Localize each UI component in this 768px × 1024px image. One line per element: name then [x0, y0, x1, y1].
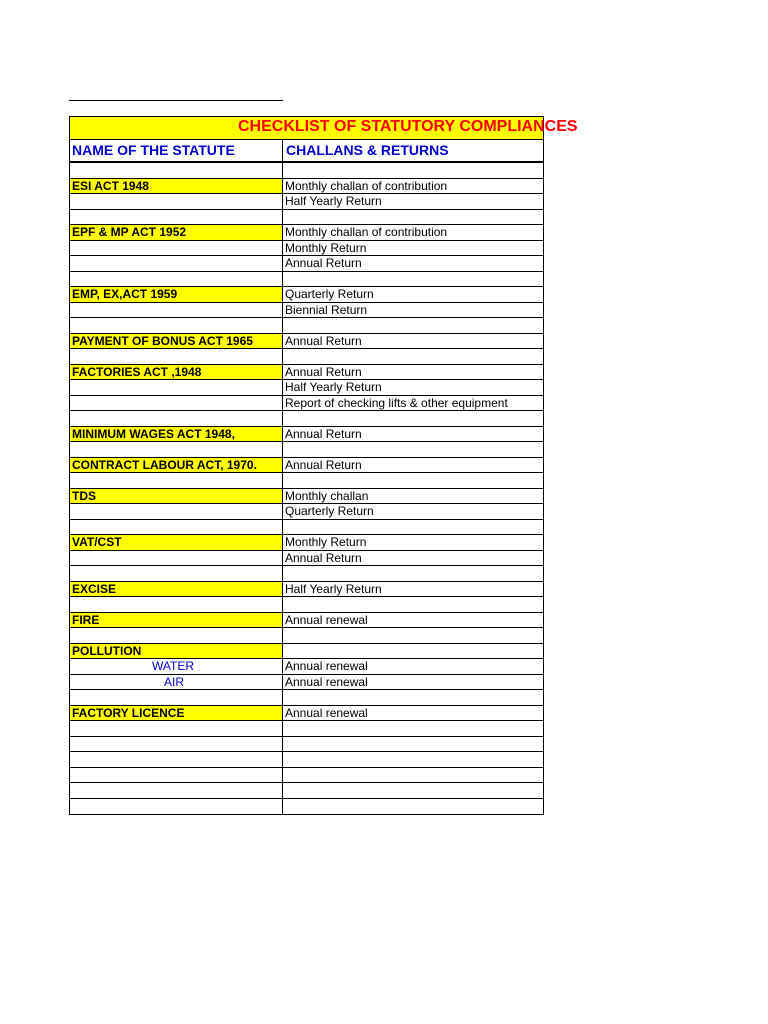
return-cell: Annual Return [285, 457, 362, 472]
empty-cell [70, 752, 283, 767]
table-row [70, 628, 543, 644]
sheet-title: CHECKLIST OF STATUTORY COMPLIANCES [238, 118, 578, 135]
return-cell: Annual Return [285, 256, 362, 270]
return-cell: Half Yearly Return [285, 380, 382, 394]
empty-cell [283, 799, 543, 815]
table-row [70, 551, 543, 567]
empty-cell [283, 597, 543, 612]
return-cell: Annual Return [285, 333, 362, 348]
table-row [70, 721, 543, 737]
return-cell: Biennial Return [285, 302, 368, 317]
empty-cell [70, 194, 283, 209]
statute-cell: CONTRACT LABOUR ACT, 1970. [70, 458, 283, 473]
table-row [70, 737, 543, 753]
empty-cell [70, 411, 283, 426]
empty-cell [283, 349, 543, 364]
statute-cell: EXCISE [70, 582, 283, 597]
empty-cell [70, 597, 283, 612]
empty-cell [70, 241, 283, 256]
table-row [70, 411, 543, 427]
sub-statute-label: AIR [164, 674, 185, 689]
table-row [70, 675, 543, 691]
table-row [70, 504, 543, 520]
empty-cell [283, 690, 543, 705]
table-row [70, 334, 543, 350]
table-row [70, 566, 543, 582]
empty-cell [283, 163, 543, 178]
empty-cell [283, 628, 543, 643]
statute-cell: FACTORIES ACT ,1948 [70, 365, 283, 380]
empty-cell [283, 272, 543, 287]
empty-cell [283, 644, 543, 659]
return-cell: Annual Return [285, 364, 362, 379]
header-row [70, 140, 543, 163]
statute-cell: MINIMUM WAGES ACT 1948, [70, 427, 283, 442]
empty-cell [283, 566, 543, 581]
sub-statute-cell [70, 659, 283, 674]
return-cell: Half Yearly Return [285, 194, 382, 208]
table-row [70, 690, 543, 706]
return-cell: Annual renewal [285, 705, 368, 720]
statute-cell: ESI ACT 1948 [70, 179, 283, 194]
return-cell: Annual Return [285, 550, 362, 565]
table-row [70, 706, 543, 722]
table-row [70, 520, 543, 536]
statute-cell: PAYMENT OF BONUS ACT 1965 [70, 334, 283, 349]
statute-cell: EPF & MP ACT 1952 [70, 225, 283, 240]
return-cell: Annual renewal [285, 612, 368, 627]
table-row [70, 597, 543, 613]
return-cell: Quarterly Return [285, 504, 374, 518]
return-cell: Monthly Return [285, 535, 367, 549]
return-cell: Monthly Return [285, 240, 367, 255]
return-cell: Report of checking lifts & other equipment [285, 395, 508, 410]
empty-cell [283, 783, 543, 798]
empty-cell [283, 752, 543, 767]
statute-cell: FIRE [70, 613, 283, 628]
empty-cell [283, 210, 543, 225]
table-row [70, 427, 543, 443]
empty-cell [70, 396, 283, 411]
empty-cell [283, 411, 543, 426]
table-row [70, 163, 543, 179]
empty-cell [70, 783, 283, 798]
empty-cell [70, 799, 283, 815]
table-row [70, 380, 543, 396]
empty-cell [70, 473, 283, 488]
return-cell: Annual renewal [285, 659, 368, 673]
empty-cell [283, 768, 543, 783]
empty-cell [70, 272, 283, 287]
table-row [70, 473, 543, 489]
sheet-title-row [70, 117, 578, 140]
empty-cell [70, 504, 283, 519]
table-row [70, 318, 543, 334]
empty-cell [70, 768, 283, 783]
col-header-statute: NAME OF THE STATUTE [70, 140, 283, 161]
empty-cell [283, 318, 543, 333]
table-row [70, 179, 543, 195]
empty-cell [70, 520, 283, 535]
empty-cell [70, 210, 283, 225]
top-rule [69, 100, 283, 101]
return-cell: Half Yearly Return [285, 581, 382, 596]
statute-cell: TDS [70, 489, 283, 504]
table-row [70, 225, 543, 241]
table-row [70, 489, 543, 505]
statute-cell: POLLUTION [70, 644, 283, 659]
table-row [70, 613, 543, 629]
table-row [70, 241, 543, 257]
empty-cell [283, 737, 543, 752]
return-cell: Quarterly Return [285, 287, 374, 301]
table-row [70, 799, 543, 815]
empty-cell [70, 163, 283, 178]
table-row [70, 442, 543, 458]
table-body [70, 163, 543, 814]
empty-cell [70, 303, 283, 318]
table-row [70, 396, 543, 412]
return-cell: Annual Return [285, 426, 362, 441]
empty-cell [70, 318, 283, 333]
sub-statute-label: WATER [152, 659, 194, 673]
empty-cell [283, 473, 543, 488]
table-row [70, 287, 543, 303]
table-row [70, 659, 543, 675]
table-row [70, 256, 543, 272]
checklist-table [69, 116, 578, 815]
statute-cell: EMP, EX,ACT 1959 [70, 287, 283, 302]
empty-cell [70, 566, 283, 581]
empty-cell [70, 551, 283, 566]
sub-statute-cell [70, 675, 283, 690]
empty-cell [283, 442, 543, 457]
table-row [70, 535, 543, 551]
table-row [70, 210, 543, 226]
table-row [70, 303, 543, 319]
empty-cell [283, 721, 543, 736]
empty-cell [70, 690, 283, 705]
empty-cell [70, 256, 283, 271]
statute-cell: VAT/CST [70, 535, 283, 550]
empty-cell [70, 442, 283, 457]
empty-cell [283, 520, 543, 535]
return-cell: Monthly challan [285, 488, 369, 503]
empty-cell [70, 721, 283, 736]
table-row [70, 458, 543, 474]
table-row [70, 768, 543, 784]
empty-cell [70, 737, 283, 752]
table-row [70, 194, 543, 210]
table-row [70, 783, 543, 799]
table-row [70, 365, 543, 381]
return-cell: Monthly challan of contribution [285, 225, 448, 239]
table-row [70, 752, 543, 768]
empty-cell [70, 349, 283, 364]
table-row [70, 349, 543, 365]
statute-cell: FACTORY LICENCE [70, 706, 283, 721]
col-header-challans: CHALLANS & RETURNS [286, 142, 449, 158]
empty-cell [70, 628, 283, 643]
table-row [70, 582, 543, 598]
return-cell: Annual renewal [285, 674, 368, 689]
return-cell: Monthly challan of contribution [285, 178, 448, 193]
empty-cell [70, 380, 283, 395]
table-row [70, 272, 543, 288]
table-row [70, 644, 543, 660]
